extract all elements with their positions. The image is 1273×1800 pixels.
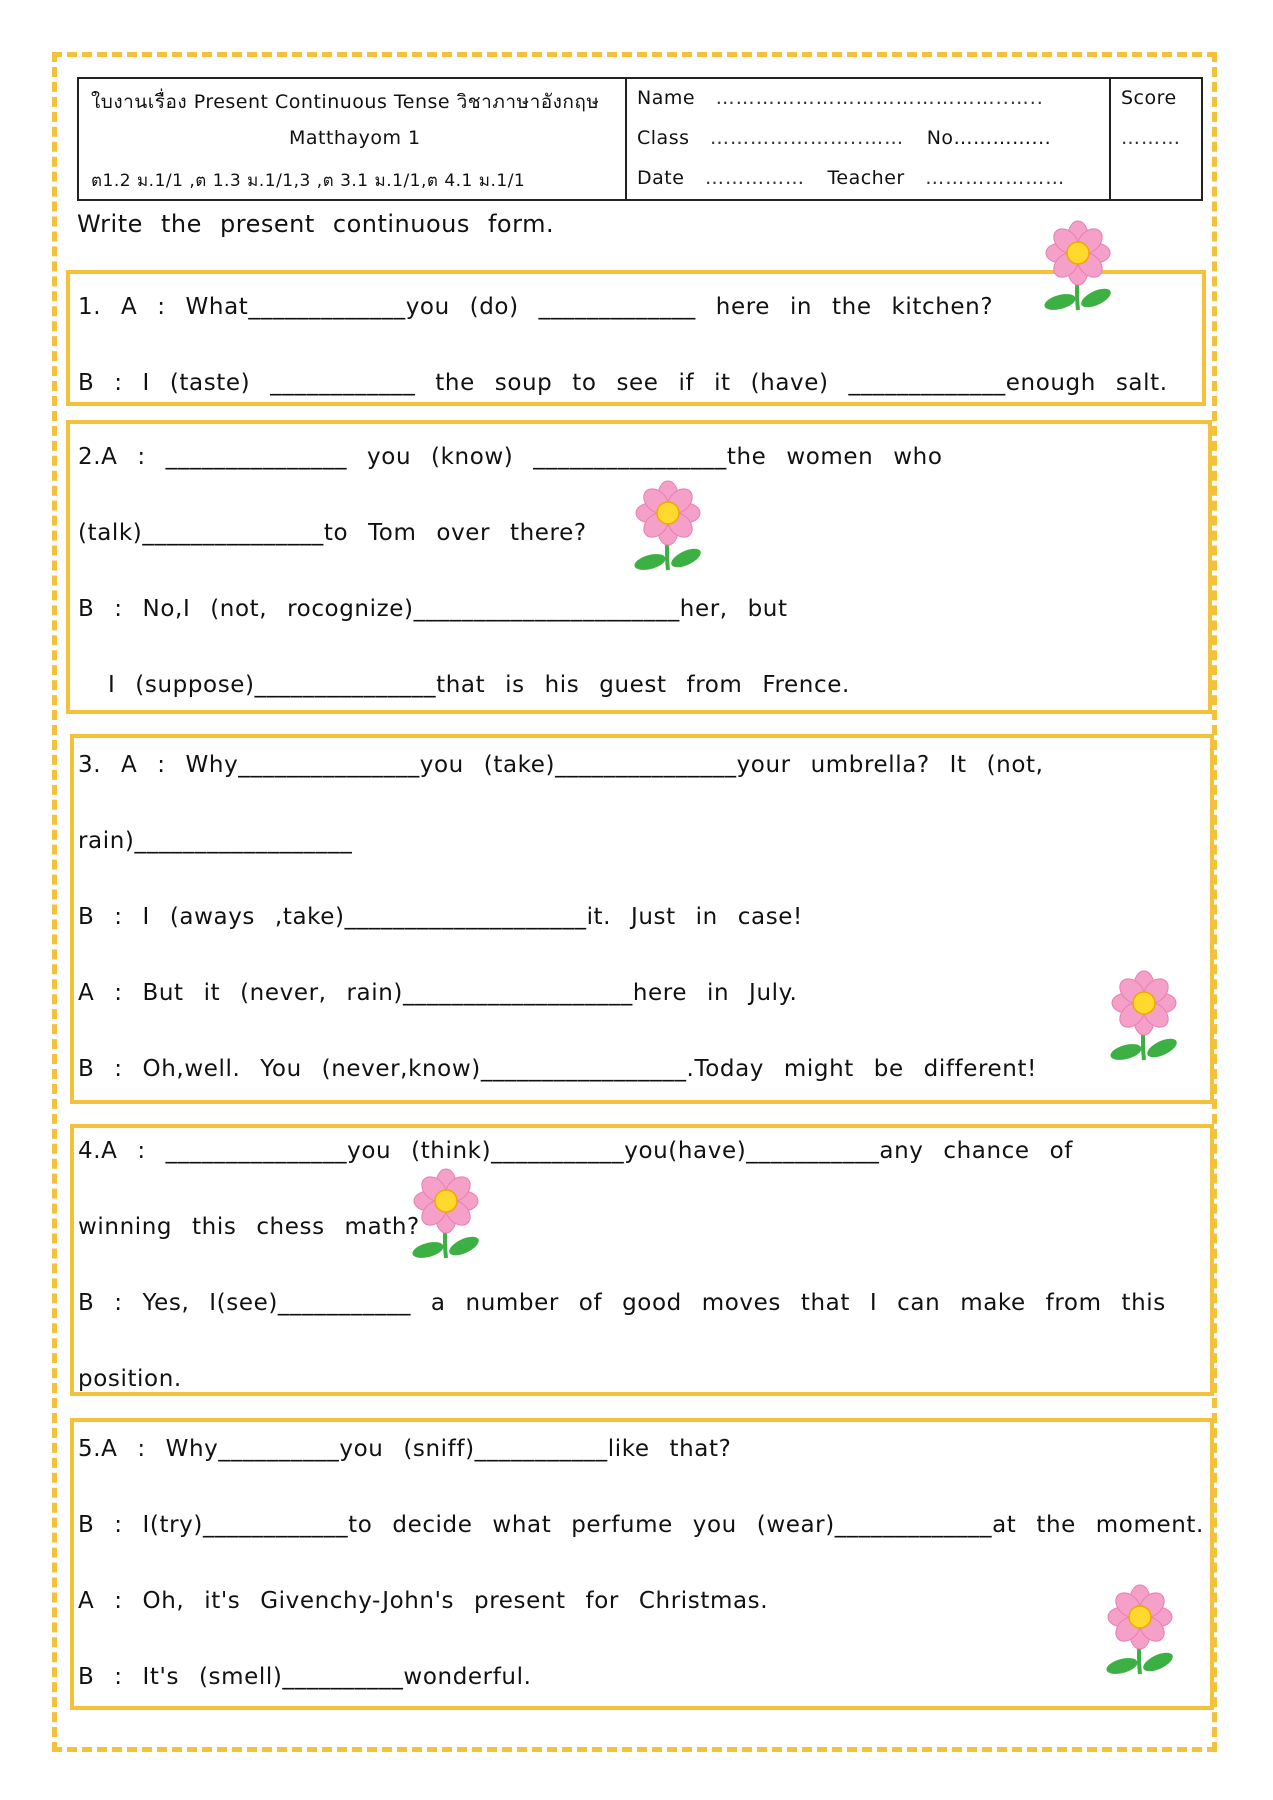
flower-icon [1038,218,1118,318]
question-5-box [70,1418,1214,1710]
date-field[interactable]: …………… [704,167,805,189]
question-1-line-1[interactable]: 1. A : What_____________you (do) _____________ here in the kitchen? [78,294,994,320]
class-field[interactable]: …………………..…… [710,127,905,149]
flower-icon [1104,968,1184,1068]
worksheet-header [77,77,1203,201]
grade-level: Matthayom 1 [289,127,421,149]
score-label: Score [1121,87,1177,109]
question-2-line-4[interactable]: I (suppose)_______________that is his guest from Frence. [108,672,850,698]
header-score-cell [1111,79,1201,199]
question-2-line-1[interactable]: 2.A : _______________ you (know) ________________the women who [78,444,943,470]
teacher-field[interactable]: ………………… [925,167,1066,189]
name-label: Name [637,87,696,109]
score-field[interactable]: ……… [1121,127,1181,149]
question-5-line-1[interactable]: 5.A : Why__________you (sniff)___________like that? [78,1436,732,1462]
question-1-box [66,270,1206,406]
question-1-line-2[interactable]: B : I (taste) ____________ the soup to see if it (have) _____________enough salt. [78,370,1168,396]
question-3-line-3[interactable]: B : I (aways ,take)____________________it. Just in case! [78,904,803,930]
instruction-text: Write the present continuous form. [77,210,555,238]
question-3-line-4[interactable]: A : But it (never, rain)___________________here in July. [78,980,798,1006]
flower-icon [406,1166,486,1266]
name-field[interactable]: ……………………………………..….. [715,87,1044,109]
question-4-line-1[interactable]: 4.A : _______________you (think)___________you(have)___________any chance of [78,1138,1073,1164]
number-field[interactable]: No…………... [926,127,1052,149]
question-3-line-2[interactable]: rain)__________________ [78,828,353,854]
question-2-line-2[interactable]: (talk)_______________to Tom over there? [78,520,587,546]
question-4-line-3[interactable]: B : Yes, I(see)___________ a number of good moves that I can make from this [78,1290,1166,1316]
question-5-line-4[interactable]: B : It's (smell)__________wonderful. [78,1664,532,1690]
date-label: Date [637,167,685,189]
question-5-line-2[interactable]: B : I(try)____________to decide what perfume you (wear)_____________at the moment. [78,1512,1204,1538]
worksheet-title: ใบงานเรื่อง Present Continuous Tense วิชาภาษาอังกฤษ [91,91,600,113]
question-4-line-4[interactable]: position. [78,1366,182,1392]
curriculum-standards: ต1.2 ม.1/1 ,ต 1.3 ม.1/1,3 ,ต 3.1 ม.1/1,ต 4.1 ม.1/1 [91,171,526,191]
header-title-cell [79,79,627,199]
teacher-label: Teacher [827,167,905,189]
question-3-line-1[interactable]: 3. A : Why_______________you (take)_______________your umbrella? It (not, [78,752,1044,778]
question-3-box [70,734,1214,1104]
header-student-cell [627,79,1111,199]
flower-icon [1100,1582,1180,1682]
question-5-line-3[interactable]: A : Oh, it's Givenchy-John's present for Christmas. [78,1588,769,1614]
question-4-box [70,1124,1214,1396]
question-4-line-2[interactable]: winning this chess math? [78,1214,420,1240]
question-2-line-3[interactable]: B : No,I (not, rocognize)______________________her, but [78,596,788,622]
question-3-line-5[interactable]: B : Oh,well. You (never,know)_________________.Today might be different! [78,1056,1037,1082]
class-label: Class [637,127,690,149]
flower-icon [628,478,708,578]
